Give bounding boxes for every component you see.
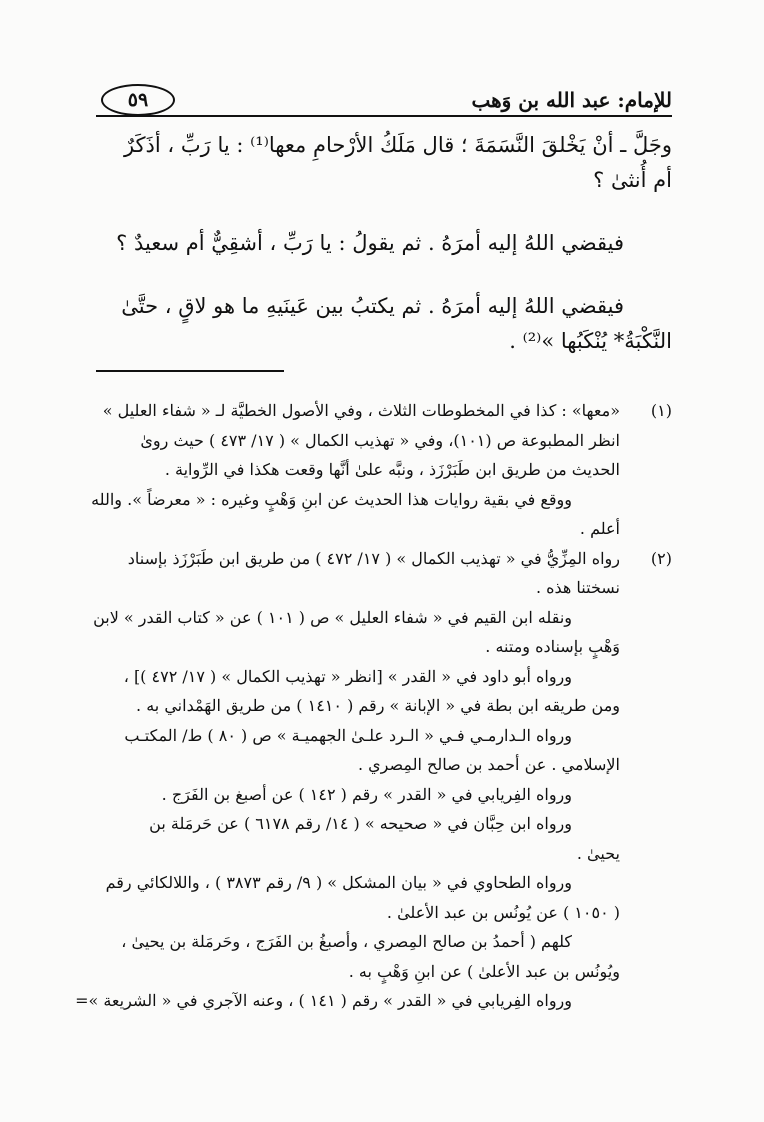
footnotes: [75, 396, 672, 1016]
footnote-number: (٢): [650, 548, 672, 568]
footnote-separator: [96, 370, 284, 372]
footnote-1: [91, 396, 672, 544]
main-line: وجَلَّ ـ أنْ يَخْلقَ النَّسَمَةَ ؛ قال مَلَكُ الأرْحامِ معها⁽¹⁾ : يا رَبِّ ، أذَكَرٌ: [123, 133, 672, 157]
footnote-line: ورواه الـدارمـي فـي « الـرد علـىٰ الجهميـة » ص ( ٨٠ ) ط/ المكتـب: [124, 725, 572, 745]
footnote-line: رواه المِزِّيُّ في « تهذيب الكمال » ( ١٧/ ٤٧٢ ) من طريق ابن طَبَرْزَذ بإسناد: [127, 548, 620, 568]
main-line: فيقضي اللهُ إليه أمرَهُ . ثم يقولُ : يا رَبِّ ، أشقِيٌّ أم سعيدٌ ؟: [116, 231, 624, 255]
footnote-line: ومن طريقه ابن بطة في « الإبانة » رقم ( ١٤١٠ ) من طريق الهَمْداني به .: [136, 696, 620, 715]
footnote-line: ورواه الطحاوي في « بيان المشكل » ( ٩/ رقم ٣٨٧٣ ) ، واللالكائي رقم: [105, 873, 572, 892]
main-text: [96, 128, 672, 359]
footnote-line: ورواه ابن حِبَّان في « صحيحه » ( ١٤/ رقم ٦١٧٨ ) عن حَرمَلة بن: [149, 814, 572, 833]
footnote-line: ووقع في بقية روايات هذا الحديث عن ابنِ وَهْبٍ وغيره : « معرضاً ». والله: [91, 489, 572, 509]
footnote-line: انظر المطبوعة ص (١٠١)، وفي « تهذيب الكمال » ( ١٧/ ٤٧٣ ) حيث روىٰ: [140, 430, 620, 450]
header-divider: [96, 115, 672, 117]
running-header-title: للإمام: عبد الله بن وَهب: [471, 88, 672, 112]
footnote-2: [75, 544, 672, 1016]
footnote-line: أعلم .: [579, 519, 620, 538]
footnote-number: (١): [650, 401, 672, 420]
footnote-line: ورواه أبو داود في « القدر » [انظر « تهذيب الكمال » ( ١٧/ ٤٧٢ )] ،: [123, 666, 572, 686]
footnote-line: ويُونُس بن عبد الأعلىٰ ) عن ابنِ وَهْبٍ به .: [348, 961, 620, 981]
main-line: أم أُنثىٰ ؟: [593, 168, 672, 192]
footnote-line: «معها» : كذا في المخطوطات الثلاث ، وفي الأصول الخطيَّة لـ « شفاء العليل »: [102, 401, 620, 420]
main-line: فيقضي اللهُ إليه أمرَهُ . ثم يكتبُ بين عَينَيهِ ما هو لاقٍ ، حتَّىٰ: [121, 294, 624, 318]
page-number: ٥٩: [101, 84, 175, 116]
footnote-line: كلهم ( أحمدُ بن صالح المِصري ، وأصبغُ بن الفَرَج ، وحَرمَلة بن يحيىٰ ،: [121, 932, 572, 951]
footnote-line: ورواه الفِريابي في « القدر » رقم ( ١٤١ ) ، وعنه الآجري في « الشريعة »=: [75, 991, 572, 1010]
footnote-line: يحيىٰ .: [576, 843, 620, 863]
footnote-line: ورواه الفِريابي في « القدر » رقم ( ١٤٢ ) عن أصبغ بن الفَرَج .: [161, 784, 572, 804]
footnote-line: ونقله ابن القيم في « شفاء العليل » ص ( ١٠١ ) عن « كتاب القدر » لابن: [93, 607, 572, 627]
footnote-line: الإسلامي . عن أحمد بن صالح المِصري .: [357, 755, 620, 774]
footnote-line: وَهْبٍ بإسناده ومتنه .: [485, 637, 620, 656]
footnote-line: ( ١٠٥٠ ) عن يُونُس بن عبد الأعلىٰ .: [386, 902, 620, 922]
footnote-line: الحديث من طريق ابن طَبَرْزَذ ، ونبَّه علىٰ أنَّها وقعت هكذا في الرِّواية .: [164, 460, 620, 479]
footnote-line: نسختنا هذه .: [535, 578, 620, 597]
main-line: النَّكْبَةُ* يُنْكَبُها »⁽²⁾ .: [509, 329, 672, 353]
